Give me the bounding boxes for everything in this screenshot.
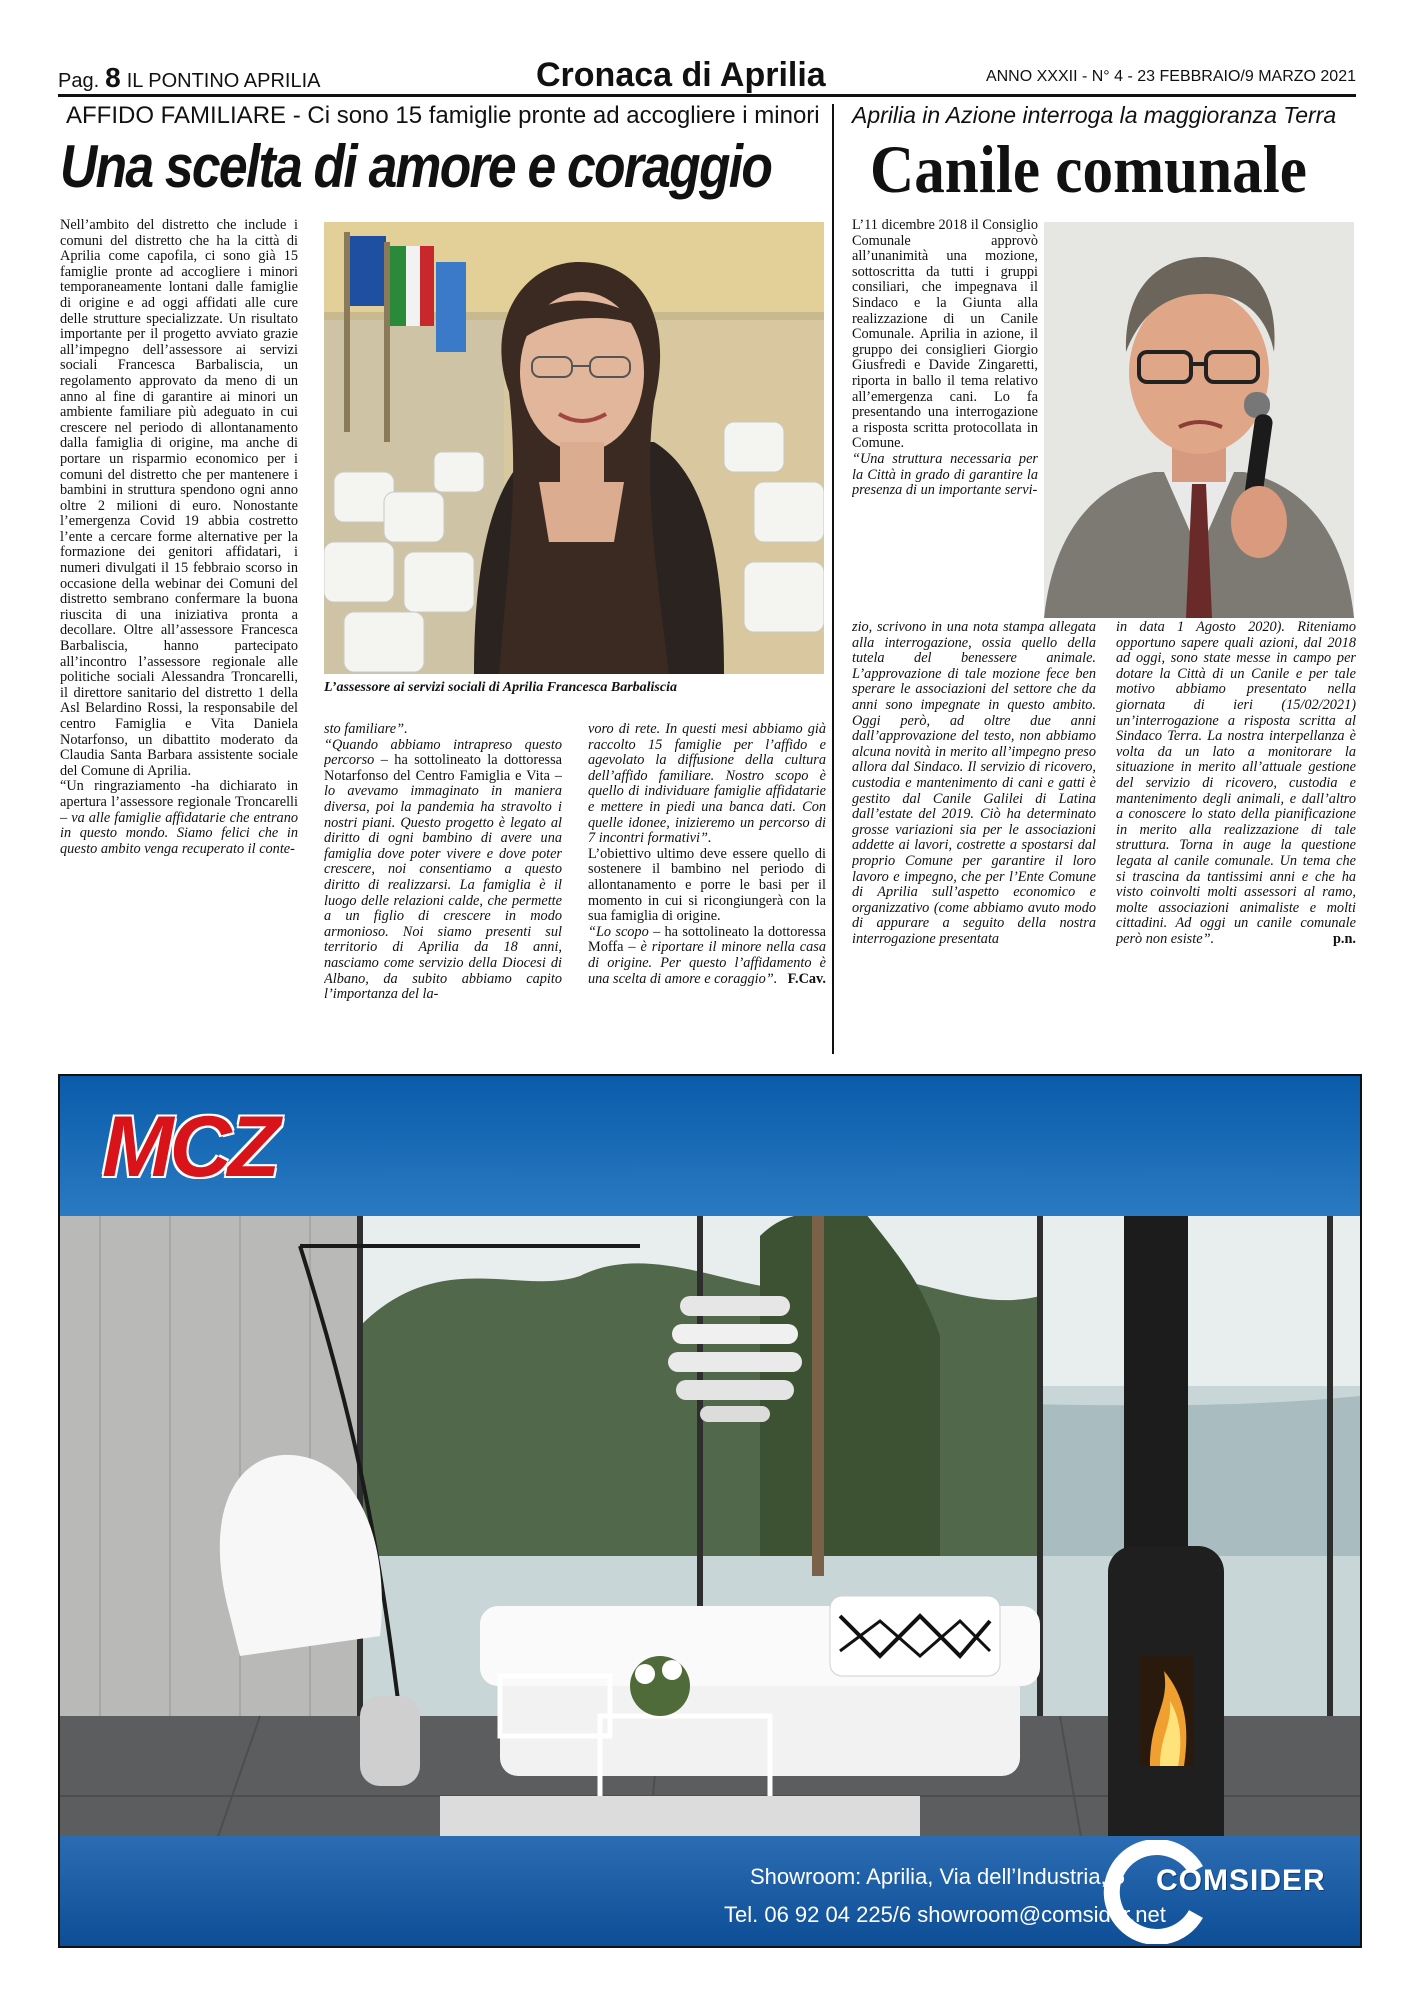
showroom-address: Showroom: Aprilia, Via dell’Industria, 5 (750, 1864, 1126, 1889)
mcz-logo: MCZ (102, 1099, 277, 1195)
portrait-woman-image (324, 222, 824, 674)
article1-text-italic: sto familiare”. (324, 722, 408, 737)
article2-column-2 (1116, 620, 1356, 1058)
article1-paragraph: L’obiettivo ultimo deve essere quello di sostenere il bambino nel periodo di allontanamento e porre le basi per il momento in cui si ricongiungerà con la sua famiglia di origine. (588, 845, 826, 925)
article1-headline: Una scelta di amore e coraggio (60, 133, 772, 200)
section-title: Cronaca di Aprilia (536, 56, 826, 94)
advertisement (58, 1074, 1362, 1948)
article1-quote-italic: voro di rete. In questi mesi abbiamo già raccolto 15 famiglie per l’affido e agevolato la diffusione della cultura dell’affido familiare. Nostro scopo è quello di individuare famiglie affidatarie e mettere in piedi una banca dati. Con quelle idonee, inizieremo un percorso di 7 incontri formativi”. (588, 722, 826, 847)
article2-column-1-top (852, 218, 1038, 618)
article2-headline: Canile comunale (870, 131, 1307, 207)
header-rule (58, 94, 1356, 97)
article1-quote-italic: “Quando abbiamo intrapreso questo percorso (324, 736, 562, 769)
showroom-contacts: Tel. 06 92 04 225/6 showroom@comsider.net (724, 1902, 1166, 1927)
article2-paragraph: L’11 dicembre 2018 il Consiglio Comunale approvò all’unanimità una mozione, sottoscritta da tutti i gruppi consiliari, che impegnava il Sindaco e la Giunta alla realizzazione di un Canile Comunale. Aprilia in azione, il gruppo dei consiglieri Giorgio Giusfredi e Davide Zingaretti, riporta in ballo il tema relativo all’emergenza cani. Lo fa presentando una interrogazione a risposta scritta protocollata in Comune. (852, 218, 1038, 452)
article1-kicker: AFFIDO FAMILIARE - Ci sono 15 famiglie pronte ad accogliere i minori (66, 102, 820, 129)
page-number (58, 62, 321, 94)
issue-info: ANNO XXXII - N° 4 - 23 FEBBRAIO/9 MARZO 2021 (985, 68, 1356, 85)
article1-column-3 (588, 722, 826, 1058)
column-divider (832, 104, 834, 1054)
article2-photo (1044, 222, 1354, 618)
article1-paragraph: Nell’ambito del distretto che include i comuni del distretto che ha la città di Aprilia come capofila, ci sono già 15 famiglie pronte ad accogliere i minori temporaneamente lontani dalle famiglie di origine e ad oggi affidati alle cure delle strutture specializzate. Un risultato importante per il progetto avviato grazie all’impegno dell’assessore ai servizi sociali Francesca Barbaliscia, un regolamento approvato da meno di un anno al fine di garantire ai minori un ambiente familiare più adeguato in cui crescere nel periodo di allontanamento dalla famiglia di origine, ma anche di portare un risparmio economico per i comuni del distretto che per mantenere i bambini in struttura spendono ogni anno oltre 2 milioni di euro. Nonostante l’emergenza Covid 19 abbia costretto l’ente a cercare forme alternative per la formazione dei genitori affidatari, i numeri divulgati il 15 febbraio scorso in occasione della webinar dei Comuni del distretto sembrano confermare la buona riuscita di una iniziativa pronta a decollare. Oltre all’assessore Francesca Barbaliscia, hanno partecipato all’incontro l’assessore regionale alle politiche sociali Alessandra Troncarelli, il direttore sanitario del distretto 1 della Asl Belardino Rossi, la responsabile del centro Famiglia e Vita Daniela Notarfonso, un dibattito moderato da Claudia Santa Barbara assistente sociale del Comune di Aprilia. (60, 218, 298, 779)
page-header (58, 56, 1356, 94)
article2-quote-italic: in data 1 Agosto 2020). Riteniamo opportuno sapere quali azioni, dal 2018 ad oggi, sono state messe in campo per dotare la Città di un Canile e per tale motivo abbiamo presentato nella giornata di ieri (15/02/2021) un’interrogazione a risposta scritta al Sindaco Terra. La nostra interpellanza è volta da un lato a monitorare la situazione in merito all’attuale gestione del servizio di ricovero, custodia e mantenimento degli animali, e dall’altro a conoscere lo stato della pianificazione in merito alla realizzazione di tale struttura. Torna in auge la questione legata al canile comunale. Un tema che si trascina da tantissimi anni e che ha visto coinvolti molti assessori al ramo, molte associazioni animaliste e molti cittadini. Ad oggi un canile comunale però non esiste”. (1116, 620, 1356, 947)
article2-quote-italic: “Una struttura necessaria per la Città in grado di garantire la presenza di un importante servi- (852, 450, 1038, 499)
page-number-value: 8 (105, 62, 121, 93)
article1-signature: F.Cav. (787, 970, 826, 987)
article1-quote-italic: va alle famiglie affidatarie che entrano in questo mondo. Siamo felici che in questo ambito venga recuperato il conte- (60, 809, 298, 857)
article1-column-1 (60, 218, 298, 1058)
article1-quote-italic: lo avevamo immaginato in maniera diversa, poi la pandemia ha stravolto i nostri piani. Questo progetto è legato al diritto di ogni bambino di avere una famiglia dove poter vivere e dove poter crescere, noi consentiamo a questo diritto di realizzarsi. La famiglia è il luogo delle relazioni calde, che permette a un figlio di crescere in modo armonioso. Noi siamo presenti sul territorio di Aprilia da 18 anni, nasciamo come servizio della Diocesi di Albano, da subito abbiamo capito l’importanza del la- (324, 783, 562, 1003)
article2-kicker: Aprilia in Azione interroga la maggioranza Terra (852, 102, 1337, 128)
article2-signature: p.n. (1332, 930, 1356, 947)
newspaper-name: IL PONTINO APRILIA (126, 70, 321, 92)
comsider-logo: COMSIDER (1156, 1864, 1326, 1897)
article1-quote: “Un ringraziamento -ha dichiarato in apertura l’assessore regionale Troncarelli – (60, 778, 298, 826)
article1-attribution: – ha sottolineato la dottoressa Notarfonso del Centro Famiglia e Vita – (324, 752, 562, 784)
portrait-man-microphone-image (1044, 222, 1354, 618)
article2-quote-italic: zio, scrivono in una nota stampa allegata alla interrogazione, ossia quello della tutela del benessere animale. L’approvazione di tale mozione fece ben sperare le associazioni del settore che da anni sono impegnate in questo ambito. Oggi però, ad oltre due anni dall’approvazione del testo, non abbiamo alcuna novità in merito all’impegno preso allora dal Sindaco. Il servizio di ricovero, custodia e mantenimento di cani e gatti è gestito dal Canile Galilei di Latina dall’estate del 2019. Ciò ha determinato grosse variazioni sia per le associazioni addette ai lavori, costrette a spostarsi dal proprio Comune per garantire il loro lavoro e impegno, che per l’Ente Comune di Aprilia sull’aspetto economico e organizzativo (come abbiamo avuto modo di appurare a seguito della nostra interrogazione presentata (852, 620, 1096, 947)
article2-column-1 (852, 620, 1096, 1058)
article1-photo (324, 222, 824, 674)
page-label: Pag. (58, 70, 100, 92)
article1-photo-caption: L’assessore ai servizi sociali di Aprilia Francesca Barbaliscia (324, 680, 677, 695)
article1-attribution: – ha sottolineato la dottoressa Moffa – (588, 923, 826, 956)
article1-quote-italic: “Lo scopo (588, 923, 649, 940)
article1-column-2 (324, 722, 562, 1058)
article1-quote-italic: è riportare il minore nella casa di origine. Per questo l’affidamento è una scelta di amore e coraggio”. (588, 939, 826, 987)
